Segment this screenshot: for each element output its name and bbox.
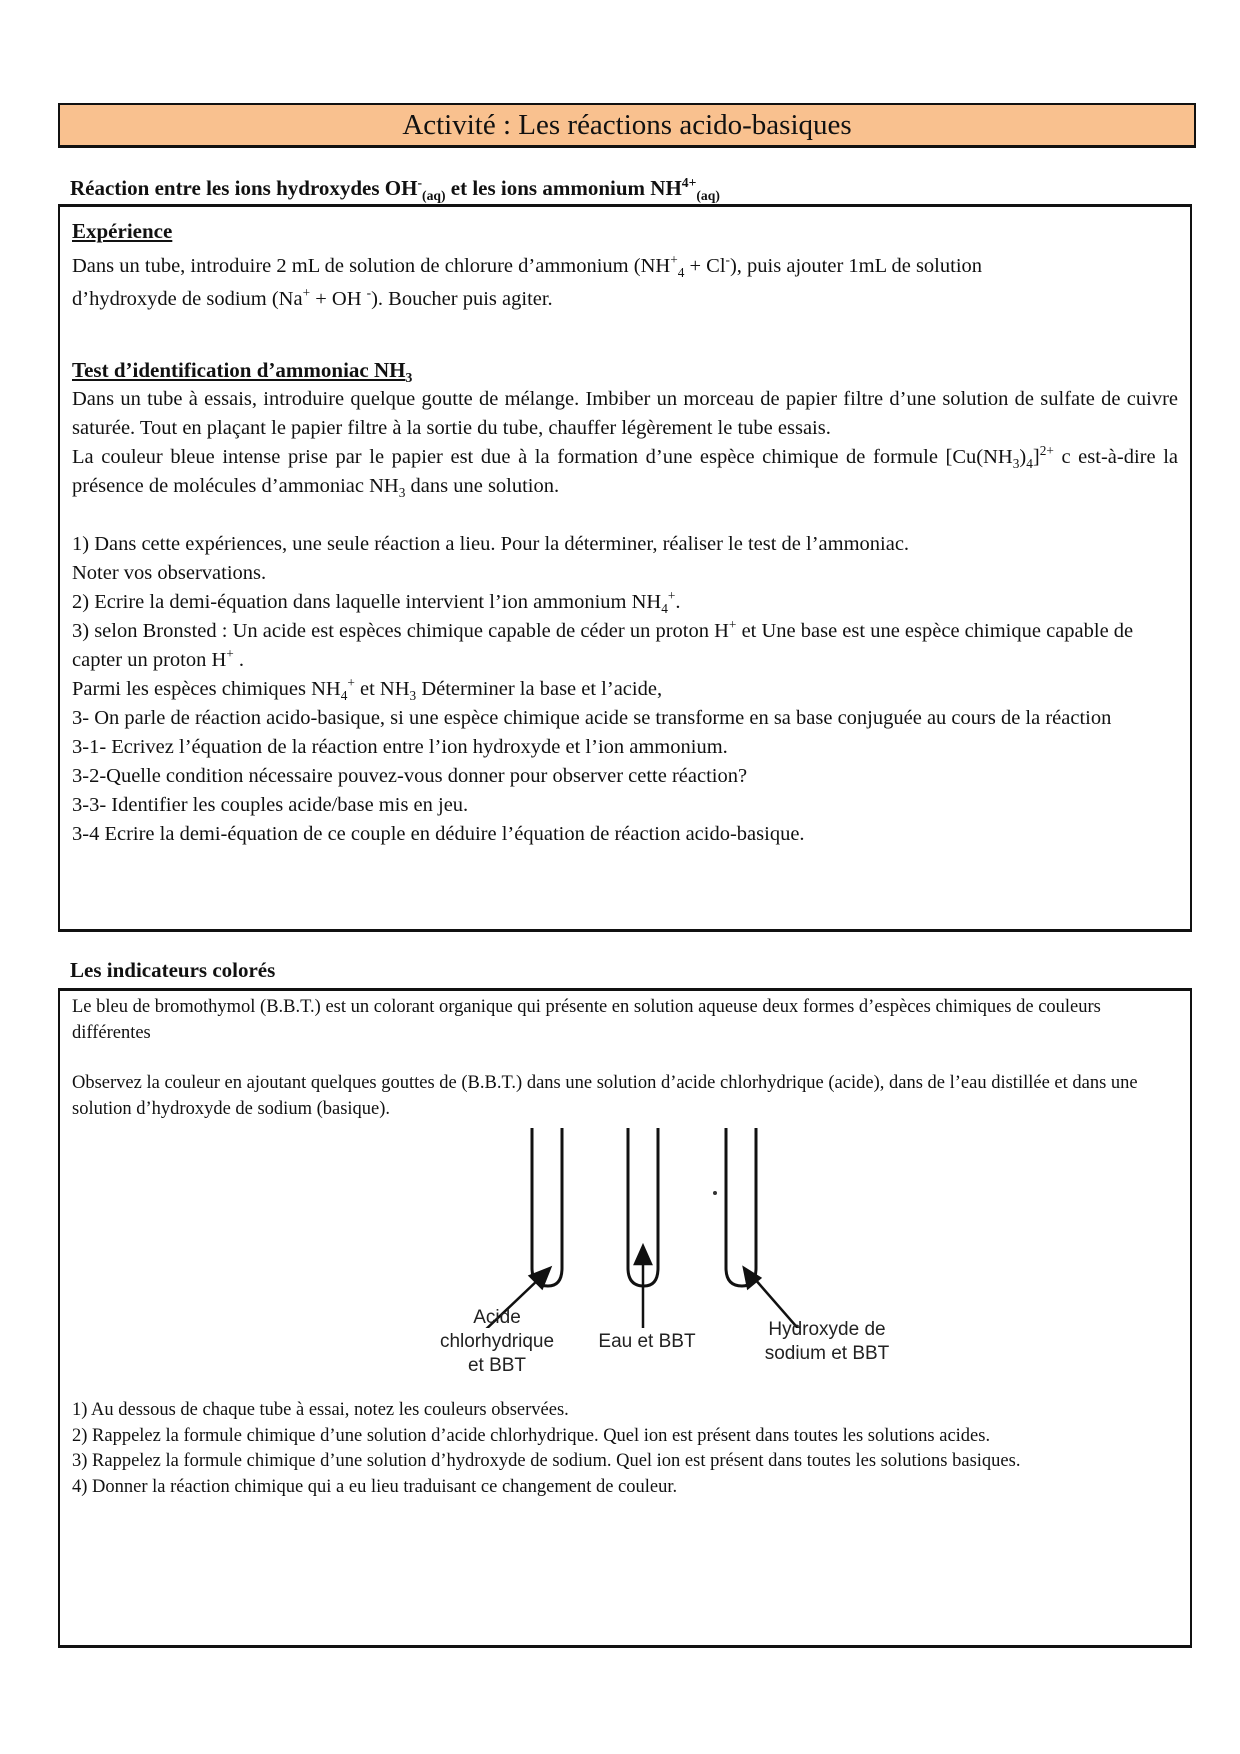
text: d’hydroxyde de sodium (Na bbox=[72, 288, 303, 310]
question-3-definition: 3- On parle de réaction acido-basique, si une espèce chimique acide se transforme en sa base conjuguée au cours de la réaction bbox=[72, 707, 1112, 729]
text: ] bbox=[1032, 446, 1040, 468]
subscript: 3 bbox=[405, 370, 413, 386]
label-water-tube: Eau et BBT bbox=[598, 1331, 696, 1352]
text: ), puis ajouter 1mL de solution bbox=[729, 255, 983, 277]
question-3-2: 3-2-Quelle condition nécessaire pouvez-vous donner pour observer cette réaction? bbox=[72, 765, 748, 787]
reaction-activity-box bbox=[58, 204, 1192, 932]
subscript: 3 bbox=[409, 688, 417, 704]
question-3-4: 3-4 Ecrire la demi-équation de ce couple en déduire l’équation de réaction acido-basique. bbox=[72, 823, 805, 845]
indicator-question-2: 2) Rappelez la formule chimique d’une solution d’acide chlorhydrique. Quel ion est présent dans toutes les solutions acides. bbox=[72, 1425, 991, 1446]
question-3 bbox=[72, 617, 1178, 675]
text: chlorhydrique bbox=[439, 1331, 555, 1352]
subscript: 4 bbox=[677, 265, 685, 281]
text: La couleur bleue intense prise par le papier est due à la formation d’une espèce chimique de formule [Cu(NH bbox=[72, 446, 1013, 468]
label-acid-tube bbox=[422, 1306, 572, 1378]
text: Dans un tube, introduire 2 mL de solution de chlorure d’ammonium (NH bbox=[72, 255, 671, 277]
bbt-intro: Le bleu de bromothymol (B.B.T.) est un colorant organique qui présente en solution aqueuse deux formes d’espèces chimiques de couleurs différentes bbox=[72, 997, 1101, 1043]
text: Test d’identification d’ammoniac NH bbox=[72, 358, 406, 382]
subscript: 3 bbox=[1012, 456, 1020, 472]
experience-heading: Expérience bbox=[72, 219, 173, 243]
superscript: + bbox=[226, 646, 234, 662]
subscript: 4 bbox=[661, 601, 668, 617]
label-base-tube bbox=[747, 1318, 907, 1366]
section-heading-reaction bbox=[70, 175, 720, 204]
ammonia-test-procedure: Dans un tube à essais, introduire quelque goutte de mélange. Imbiber un morceau de papier filtre d’une solution de sulfate de cuivre saturée. Tout en plaçant le papier filtre à la sortie du tube, chauffer légèrement le tube essais. bbox=[72, 388, 1178, 439]
question-1: 1) Dans cette expériences, une seule réaction a lieu. Pour la déterminer, réaliser le test de l’ammoniac. bbox=[72, 533, 910, 555]
bbt-observe-instruction: Observez la couleur en ajoutant quelques gouttes de (B.B.T.) dans une solution d’acide chlorhydrique (acide), dans de l’eau distillée et dans une solution d’hydroxyde de sodium (basique). bbox=[72, 1073, 1138, 1119]
test-tubes-icon bbox=[362, 1128, 922, 1328]
page-title: Activité : Les réactions acido-basiques bbox=[58, 103, 1196, 148]
superscript: - bbox=[725, 252, 730, 268]
text: Hydroxyde de bbox=[768, 1319, 886, 1340]
text: + OH bbox=[310, 288, 367, 310]
question-3-1: 3-1- Ecrivez l’équation de la réaction entre l’ion hydroxyde et l’ion ammonium. bbox=[72, 736, 728, 758]
text: . bbox=[675, 591, 681, 613]
ammonia-test-result bbox=[72, 443, 1178, 501]
superscript: 2+ bbox=[1039, 443, 1054, 459]
superscript: + bbox=[728, 617, 737, 633]
subscript: (aq) bbox=[696, 188, 720, 204]
superscript: 4+ bbox=[681, 175, 697, 190]
subscript: 4 bbox=[340, 688, 348, 704]
text: 3) selon Bronsted : Un acide est espèces chimique capable de céder un proton H bbox=[72, 620, 729, 642]
subscript: (aq) bbox=[422, 188, 446, 204]
text: 2) Ecrire la demi-équation dans laquelle intervient l’ion ammonium NH bbox=[72, 591, 662, 613]
text: et BBT bbox=[467, 1355, 527, 1376]
text: et Une base est une espèce chimique capable de capter un proton H bbox=[72, 620, 1134, 671]
text: Acide bbox=[473, 1307, 521, 1328]
text: c est-à-dire la présence de molécules d’ammoniac NH bbox=[72, 446, 1178, 497]
text: sodium et BBT bbox=[764, 1343, 890, 1364]
text: ). Boucher puis agiter. bbox=[371, 288, 553, 310]
question-3-species bbox=[72, 675, 1178, 704]
text: ) bbox=[1019, 446, 1027, 468]
indicator-question-3: 3) Rappelez la formule chimique d’une solution d’hydroxyde de sodium. Quel ion est présent dans toutes les solutions basiques. bbox=[72, 1451, 1021, 1471]
ammonia-test-heading bbox=[72, 356, 1178, 385]
question-2 bbox=[72, 588, 1178, 617]
question-1-note: Noter vos observations. bbox=[72, 562, 267, 584]
text: . bbox=[233, 649, 245, 671]
heading-text: Réaction entre les ions hydroxydes OH bbox=[70, 176, 418, 200]
subscript: 4 bbox=[1026, 456, 1033, 472]
heading-text: et les ions ammonium NH bbox=[445, 176, 682, 200]
question-3-3: 3-3- Identifier les couples acide/base mis en jeu. bbox=[72, 794, 469, 816]
superscript: + bbox=[347, 675, 355, 691]
experience-text bbox=[72, 250, 1178, 316]
superscript: + bbox=[302, 285, 311, 301]
indicator-question-4: 4) Donner la réaction chimique qui a eu lieu traduisant ce changement de couleur. bbox=[72, 1476, 678, 1497]
subscript: 3 bbox=[398, 485, 406, 501]
text: + Cl bbox=[684, 255, 726, 277]
section-heading-indicators: Les indicateurs colorés bbox=[70, 958, 276, 982]
superscript: + bbox=[667, 588, 676, 604]
text: dans une solution. bbox=[405, 475, 560, 497]
superscript: - bbox=[417, 175, 423, 190]
text: Déterminer la base et l’acide, bbox=[416, 678, 663, 700]
text: Parmi les espèces chimiques NH bbox=[72, 678, 341, 700]
indicator-question-1: 1) Au dessous de chaque tube à essai, notez les couleurs observées. bbox=[72, 1400, 569, 1420]
test-tubes-figure bbox=[362, 1128, 922, 1398]
superscript: - bbox=[366, 285, 372, 301]
indicators-activity-box bbox=[58, 988, 1192, 1648]
superscript: + bbox=[670, 252, 678, 268]
text: et NH bbox=[354, 678, 410, 700]
